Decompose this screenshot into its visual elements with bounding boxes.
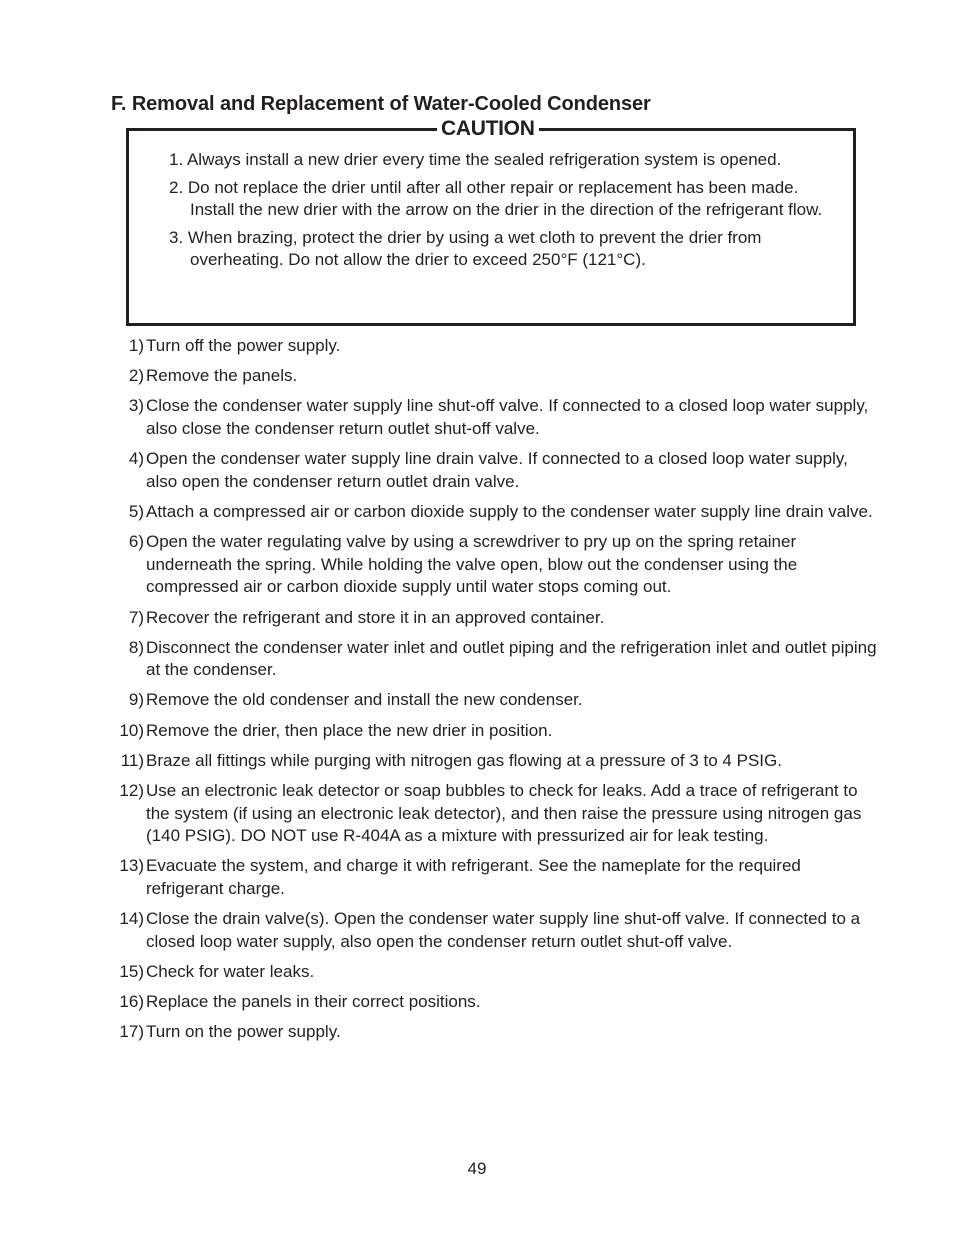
step-text: Close the drain valve(s). Open the condenser water supply line shut-off valve. If connected to a closed loop water supply, also open the condenser return outlet shut-off valve. [146,909,861,951]
step-item [111,395,881,440]
caution-label: CAUTION [437,117,539,141]
step-text: Remove the old condenser and install the new condenser. [146,690,583,710]
step-text: Replace the panels in their correct positions. [146,992,481,1012]
step-text: Check for water leaks. [146,961,315,981]
step-text: Open the water regulating valve by using a screwdriver to pry up on the spring retainer underneath the spring. While holding the valve open, blow out the condenser using the compressed air or carbon dioxide supply until water stops coming out. [146,532,798,597]
step-text: Turn off the power supply. [146,336,341,355]
step-number: 13) [119,856,144,876]
step-number: 11) [120,750,144,770]
step-item [111,855,881,900]
caution-list [169,149,829,277]
step-item [111,1021,881,1044]
step-number: 14) [119,909,144,929]
step-item [111,335,881,358]
caution-item: 2. Do not replace the drier until after all other repair or replacement has been made. Install the new drier with the arrow on the drier in the direction of the refrigerant flow. [169,177,823,219]
caution-item: 1. Always install a new drier every time the sealed refrigeration system is opened. [169,150,782,169]
step-text: Close the condenser water supply line shut-off valve. If connected to a closed loop water supply, also close the condenser return outlet shut-off valve. [146,396,869,438]
step-number: 5) [128,501,144,521]
step-number: 6) [128,532,144,552]
step-text: Disconnect the condenser water inlet and outlet piping and the refrigeration inlet and outlet piping at the condenser. [146,637,877,680]
step-text: Recover the refrigerant and store it in an approved container. [146,607,605,627]
step-number: 4) [128,449,144,469]
step-item [111,750,881,773]
step-number: 3) [128,396,144,416]
step-item [111,908,881,953]
step-number: 9) [128,690,144,710]
caution-box [126,117,856,326]
step-text: Evacuate the system, and charge it with refrigerant. See the nameplate for the required refrigerant charge. [146,856,801,898]
step-text: Open the condenser water supply line drain valve. If connected to a closed loop water supply, also open the condenser return outlet drain valve. [146,449,848,491]
step-item [111,448,881,493]
step-number: 17) [119,1022,144,1042]
step-text: Remove the drier, then place the new drier in position. [146,720,553,740]
step-item [111,720,881,743]
step-number: 2) [128,366,144,386]
step-text: Braze all fittings while purging with nitrogen gas flowing at a pressure of 3 to 4 PSIG. [146,750,782,770]
step-text: Turn on the power supply. [146,1022,341,1042]
step-number: 15) [119,961,144,981]
step-item [111,961,881,984]
step-number: 7) [128,607,144,627]
step-number: 10) [119,720,144,740]
step-item [111,501,881,524]
step-number: 1) [128,336,144,355]
step-text: Attach a compressed air or carbon dioxide supply to the condenser water supply line drain valve. [146,501,873,521]
step-item [111,991,881,1014]
step-number: 12) [119,781,144,801]
step-item [111,780,881,848]
step-text: Remove the panels. [146,366,298,386]
step-number: 8) [128,637,144,657]
step-item [111,637,881,682]
step-text: Use an electronic leak detector or soap bubbles to check for leaks. Add a trace of refrigerant to the system (if using an electronic leak detector), and then raise the pressure using nitrogen gas (140 PSIG). DO NOT use R-404A as a mixture with pressurized air for leak testing. [146,781,862,846]
step-number: 16) [119,992,144,1012]
procedure-steps [111,335,881,1052]
step-item [111,365,881,388]
step-item [111,689,881,712]
page-number: 49 [467,1159,487,1178]
step-item [111,607,881,630]
step-item [111,531,881,599]
section-title: F. Removal and Replacement of Water-Cooled Condenser [111,93,651,116]
caution-item: 3. When brazing, protect the drier by using a wet cloth to prevent the drier from overheating. Do not allow the drier to exceed 250°F (121°C). [169,227,762,269]
